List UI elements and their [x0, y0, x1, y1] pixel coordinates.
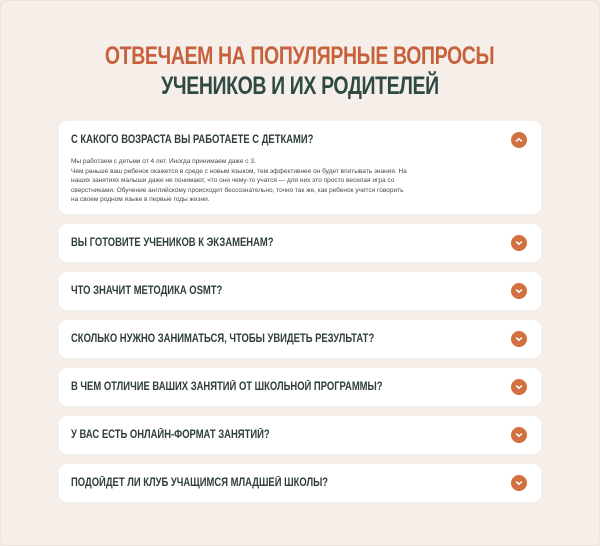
chevron-down-icon	[515, 480, 523, 486]
faq-item-expanded[interactable]	[59, 121, 541, 214]
expand-button[interactable]	[511, 427, 527, 443]
faq-question[interactable]: ЧТО ЗНАЧИТ МЕТОДИКА OSMT?	[71, 285, 223, 297]
chevron-down-icon	[515, 240, 523, 246]
chevron-down-icon	[515, 384, 523, 390]
expand-button[interactable]	[511, 475, 527, 491]
expand-button[interactable]	[511, 283, 527, 299]
answer-paragraph: Чем раньше ваш ребенок окажется в среде с новым языком, тем эффективнее он будет впитывать знания. На наших занятиях малыши даже не понимают, что они чему-то учатся — для них это просто веселая игра со сверстниками. Обучение английскому происходит бессознательно, точно так же, как ребенок учится говорить на своем родном языке в первые годы жизни.	[71, 167, 407, 203]
faq-item[interactable]	[59, 368, 541, 406]
faq-item[interactable]	[59, 224, 541, 262]
answer-paragraph: Мы работаем с детьми от 4 лет. Иногда принимаем даже с 3.	[71, 158, 256, 165]
faq-item[interactable]	[59, 272, 541, 310]
chevron-down-icon	[515, 432, 523, 438]
faq-question[interactable]: ВЫ ГОТОВИТЕ УЧЕНИКОВ К ЭКЗАМЕНАМ?	[71, 237, 274, 249]
faq-item[interactable]	[59, 320, 541, 358]
chevron-down-icon	[515, 336, 523, 342]
title-line-1: ОТВЕЧАЕМ НА ПОПУЛЯРНЫЕ ВОПРОСЫ	[105, 42, 495, 70]
expand-button[interactable]	[511, 379, 527, 395]
faq-answer	[71, 157, 411, 205]
faq-item[interactable]	[59, 464, 541, 502]
collapse-button[interactable]	[511, 132, 527, 148]
chevron-up-icon	[515, 137, 523, 143]
expand-button[interactable]	[511, 331, 527, 347]
faq-item[interactable]	[59, 416, 541, 454]
faq-question[interactable]: СКОЛЬКО НУЖНО ЗАНИМАТЬСЯ, ЧТОБЫ УВИДЕТЬ РЕЗУЛЬТАТ?	[71, 333, 375, 345]
faq-question[interactable]: В ЧЕМ ОТЛИЧИЕ ВАШИХ ЗАНЯТИЙ ОТ ШКОЛЬНОЙ ПРОГРАММЫ?	[71, 381, 383, 393]
section-subtitle	[0, 72, 600, 100]
chevron-down-icon	[515, 288, 523, 294]
faq-question[interactable]: У ВАС ЕСТЬ ОНЛАЙН-ФОРМАТ ЗАНЯТИЙ?	[71, 429, 270, 441]
title-line-2: УЧЕНИКОВ И ИХ РОДИТЕЛЕЙ	[161, 72, 439, 100]
expand-button[interactable]	[511, 235, 527, 251]
faq-question[interactable]: С КАКОГО ВОЗРАСТА ВЫ РАБОТАЕТЕ С ДЕТКАМИ?	[71, 134, 314, 146]
faq-question[interactable]: ПОДОЙДЕТ ЛИ КЛУБ УЧАЩИМСЯ МЛАДШЕЙ ШКОЛЫ?	[71, 477, 329, 489]
section-title	[0, 42, 600, 70]
